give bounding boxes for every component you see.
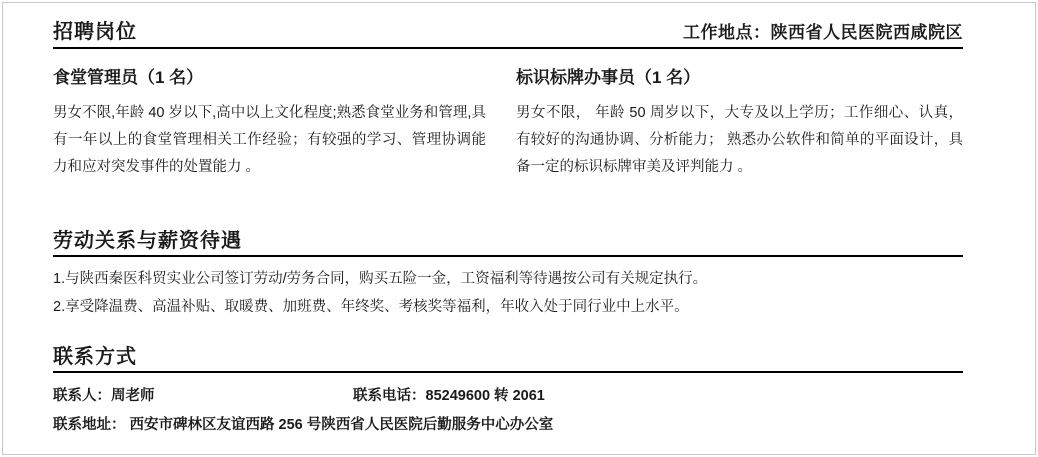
contact-section-title: 联系方式 bbox=[53, 345, 137, 368]
job-item bbox=[53, 63, 508, 180]
document-frame bbox=[2, 2, 1036, 455]
list-item: 2.享受降温费、高温补贴、取暖费、加班费、年终奖、考核奖等福利，年收入处于同行业中上水平。 bbox=[53, 298, 689, 315]
labor-section-title: 劳动关系与薪资待遇 bbox=[53, 230, 242, 253]
contact-row bbox=[53, 411, 963, 440]
labor-terms-list bbox=[53, 266, 963, 321]
labor-section bbox=[53, 224, 963, 321]
contact-address: 联系地址： 西安市碑林区友谊西路 256 号陕西省人民医院后勤服务中心办公室 bbox=[53, 416, 554, 433]
contact-section-header bbox=[53, 340, 963, 373]
contact-section bbox=[53, 340, 963, 440]
contact-row bbox=[53, 382, 963, 411]
job-list bbox=[53, 63, 963, 180]
contact-person: 联系人：周老师 bbox=[53, 387, 155, 404]
job-item bbox=[508, 63, 963, 180]
work-location-label: 工作地点：陕西省人民医院西咸院区 bbox=[683, 23, 963, 42]
job-title: 食堂管理员（1 名） bbox=[53, 68, 204, 87]
list-item: 1.与陕西秦医科贸实业公司签订劳动/劳务合同，购买五险一金，工资福利等待遇按公司有关规定执行。 bbox=[53, 271, 708, 288]
recruit-section-header bbox=[53, 15, 963, 49]
document-content bbox=[53, 15, 963, 440]
labor-section-header bbox=[53, 224, 963, 257]
job-description: 男女不限,年龄 40 岁以下,高中以上文化程度;熟悉食堂业务和管理,具有一年以上的食堂管理相关工作经验；有较强的学习、管理协调能力和应对突发事件的处置能力 。 bbox=[53, 105, 486, 175]
job-description: 男女不限， 年龄 50 周岁以下，大专及以上学历；工作细心、认真，有较好的沟通协调、分析能力； 熟悉办公软件和简单的平面设计，具备一定的标识标牌审美及评判能力 。 bbox=[516, 105, 963, 175]
contact-details bbox=[53, 382, 963, 440]
contact-phone: 联系电话：85249600 转 2061 bbox=[353, 387, 545, 404]
job-title: 标识标牌办事员（1 名） bbox=[516, 68, 701, 87]
recruit-section-title: 招聘岗位 bbox=[53, 21, 137, 43]
